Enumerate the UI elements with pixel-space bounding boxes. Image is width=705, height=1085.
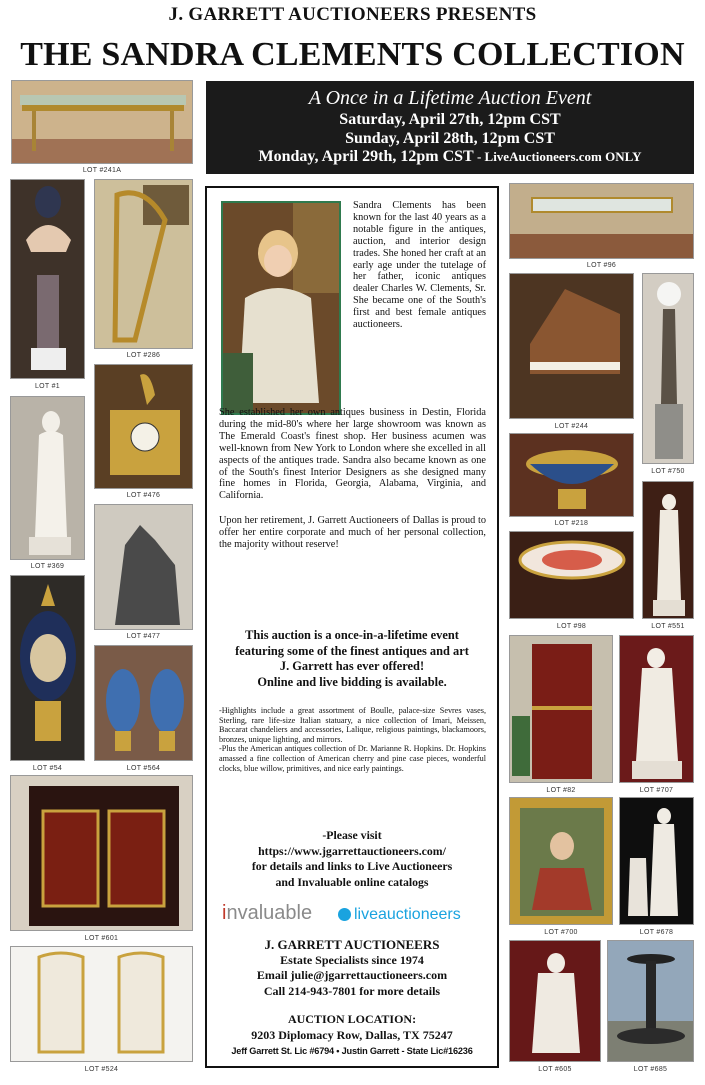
contact-phone[interactable]: Call 214-943-7801 for more details <box>263 983 441 998</box>
photo-piano <box>509 273 634 419</box>
photo-secretary-desk <box>509 635 613 783</box>
company-tagline: Estate Specialists since 1974 <box>280 952 424 967</box>
liveauctioneers-logo-text: liveauctioneers <box>354 906 461 923</box>
photo-fountain <box>607 940 694 1062</box>
photo-armchairs <box>10 946 193 1062</box>
lot-label: LOT #551 <box>651 623 685 630</box>
lot-label: LOT #678 <box>639 929 674 936</box>
platter-image <box>510 532 634 619</box>
date-monday <box>206 148 694 166</box>
painting-image <box>510 798 613 925</box>
invaluable-logo-rest: nvaluable <box>226 902 313 924</box>
photo-gilt-clock <box>94 364 193 489</box>
photo-madonna-painting <box>509 797 613 925</box>
photo-bronze-group <box>94 504 193 630</box>
story-paragraph-3: Upon her retirement, J. Garrett Auctioneers of Dallas is proud to offer her entire corporate and much of her personal collection, the majority without reserve! <box>219 515 486 550</box>
photo-vitrine-table <box>509 183 694 259</box>
lot-label: LOT #476 <box>126 492 161 499</box>
lamp-image <box>643 274 694 464</box>
lot-label: LOT #369 <box>30 563 65 570</box>
photo-boulle-cabinet <box>10 775 193 931</box>
headline-line-2: featuring some of the finest antiques and art <box>235 643 469 658</box>
location-address: 9203 Diplomacy Row, Dallas, TX 75247 <box>251 1027 453 1042</box>
fountain-image <box>608 941 694 1062</box>
vases-image <box>95 646 193 761</box>
lot-label: LOT #244 <box>554 423 589 430</box>
photo-console-table <box>11 80 193 164</box>
headline-line-1: This auction is a once-in-a-lifetime event <box>245 628 459 642</box>
bowl-image <box>510 434 634 517</box>
lot-label: LOT #564 <box>126 765 161 772</box>
liveauctioneers-logo <box>338 906 461 924</box>
date-monday-text: Monday, April 29th, 12pm CST <box>258 148 474 165</box>
photo-saint-statue <box>509 940 601 1062</box>
contact-block <box>210 937 494 999</box>
photo-marble-group <box>619 635 694 783</box>
photo-vase-pair <box>94 645 193 761</box>
lot-label: LOT #1 <box>34 383 61 390</box>
event-banner <box>206 81 694 174</box>
lot-label: LOT #98 <box>556 623 587 630</box>
location-block <box>210 1012 494 1043</box>
visit-block <box>210 828 494 890</box>
lot-label: LOT #685 <box>633 1066 668 1073</box>
invaluable-logo <box>222 902 312 925</box>
lot-label: LOT #82 <box>546 787 576 794</box>
date-saturday: Saturday, April 27th, 12pm CST <box>339 111 561 128</box>
desk-image <box>510 636 613 783</box>
partner-logos <box>219 902 486 928</box>
presenter-line: J. GARRETT AUCTIONEERS PRESENTS <box>168 4 537 25</box>
lot-label: LOT #524 <box>84 1066 119 1073</box>
marble-group-image <box>620 636 694 783</box>
lot-label: LOT #605 <box>538 1066 572 1073</box>
date-monday-note: - LiveAuctioneers.com ONLY <box>473 149 642 164</box>
lot-label: LOT #601 <box>84 935 119 942</box>
lot-label: LOT #700 <box>544 929 578 936</box>
statue-image <box>11 397 85 560</box>
story-paragraph-1: Sandra Clements has been known for the last 40 years as a notable figure in the antiques, auction, and interior design trades. She honed her craft at an early age under the tutelage of her father, iconic antiques dealer Charles W. Clements, Sr. She became one of the South's first and best female antiques auctioneers. <box>353 200 486 331</box>
highlights <box>219 706 486 773</box>
photo-harp <box>94 179 193 349</box>
statue-pair-image <box>620 798 694 925</box>
lot-label: LOT #218 <box>554 520 589 527</box>
armchairs-image <box>11 947 193 1062</box>
headline-line-4: Online and live bidding is available. <box>257 674 447 689</box>
photo-sandra-clements <box>221 201 341 415</box>
photo-lamp-figure <box>642 273 694 464</box>
vitrine-image <box>510 184 694 259</box>
saint-image <box>510 941 601 1062</box>
clock-image <box>95 365 193 489</box>
photo-statue-pair <box>619 797 694 925</box>
location-label: AUCTION LOCATION: <box>287 1012 417 1026</box>
lot-label: LOT #477 <box>126 633 161 640</box>
lot-label: LOT #241A <box>82 167 122 174</box>
lot-label: LOT #96 <box>586 262 617 269</box>
harp-image <box>95 180 193 349</box>
photo-platter-stand <box>509 531 634 619</box>
urn-image <box>11 576 85 761</box>
website-link[interactable]: https://www.jgarrettauctioneers.com/ <box>258 843 446 858</box>
collection-title: THE SANDRA CLEMENTS COLLECTION <box>20 36 685 73</box>
portrait-image <box>223 203 339 413</box>
visit-line-4: and Invaluable online catalogs <box>275 874 429 889</box>
date-sunday: Sunday, April 28th, 12pm CST <box>345 130 555 147</box>
photo-sevres-urn <box>10 575 85 761</box>
highlights-1: -Highlights include a great assortment of Boulle, palace-size Sevres vases, Sterling, rare life-size Italian statuary, a nice collection of Imari, Meissen, Baccarat chandeliers and accessories, Lalique, religious paintings, blackamoors, bronzes, unique lighting, and mirrors. <box>219 706 486 744</box>
piano-image <box>510 274 634 419</box>
photo-bust-pedestal <box>10 179 85 379</box>
invaluable-logo-i: i <box>222 902 227 924</box>
bronze-image <box>95 505 193 630</box>
figure-image <box>643 482 694 619</box>
console-table-image <box>12 81 193 164</box>
lot-label: LOT #286 <box>126 352 161 359</box>
headline-line-3: J. Garrett has ever offered! <box>279 659 425 673</box>
company-name: J. GARRETT AUCTIONEERS <box>264 937 440 952</box>
license-line: Jeff Garrett St. Lic #6794 • Justin Garrett - State Lic#16236 <box>231 1046 473 1056</box>
liveauctioneers-dot-icon <box>338 908 351 921</box>
story-paragraph-2: She established her own antiques business in Destin, Florida during the mid-80's where her large showroom was known as The Emerald Coast's finest shop. Her business acumen was well-known from New York to London where she excelled in all aspects of the antiques trade. Sandra also became known as one of the South's finest Interior Designers as she designed many fine homes in Florida, Georgia, Alabama, Virginia, and California. <box>219 407 486 502</box>
photo-figure-statue <box>642 481 694 619</box>
visit-line-3: for details and links to Live Auctioneers <box>251 859 453 873</box>
contact-email[interactable]: Email julie@jgarrettauctioneers.com <box>256 968 448 982</box>
bust-image <box>11 180 85 379</box>
lot-label: LOT #707 <box>639 787 674 794</box>
photo-marble-statue <box>10 396 85 560</box>
lot-label: LOT #750 <box>651 468 685 475</box>
photo-centerpiece-bowl <box>509 433 634 517</box>
auction-headline <box>215 628 489 690</box>
highlights-2: -Plus the American antiques collection of Dr. Marianne R. Hopkins. Dr. Hopkins amassed a fine collection of American cherry and pine case pieces, wonderful clocks, blue willow, primitives, and nice early paintings. <box>219 744 486 773</box>
banner-tagline: A Once in a Lifetime Auction Event <box>308 87 592 109</box>
lot-label: LOT #54 <box>32 765 63 772</box>
visit-line-1: -Please visit <box>322 828 382 842</box>
cabinet-image <box>11 776 193 931</box>
